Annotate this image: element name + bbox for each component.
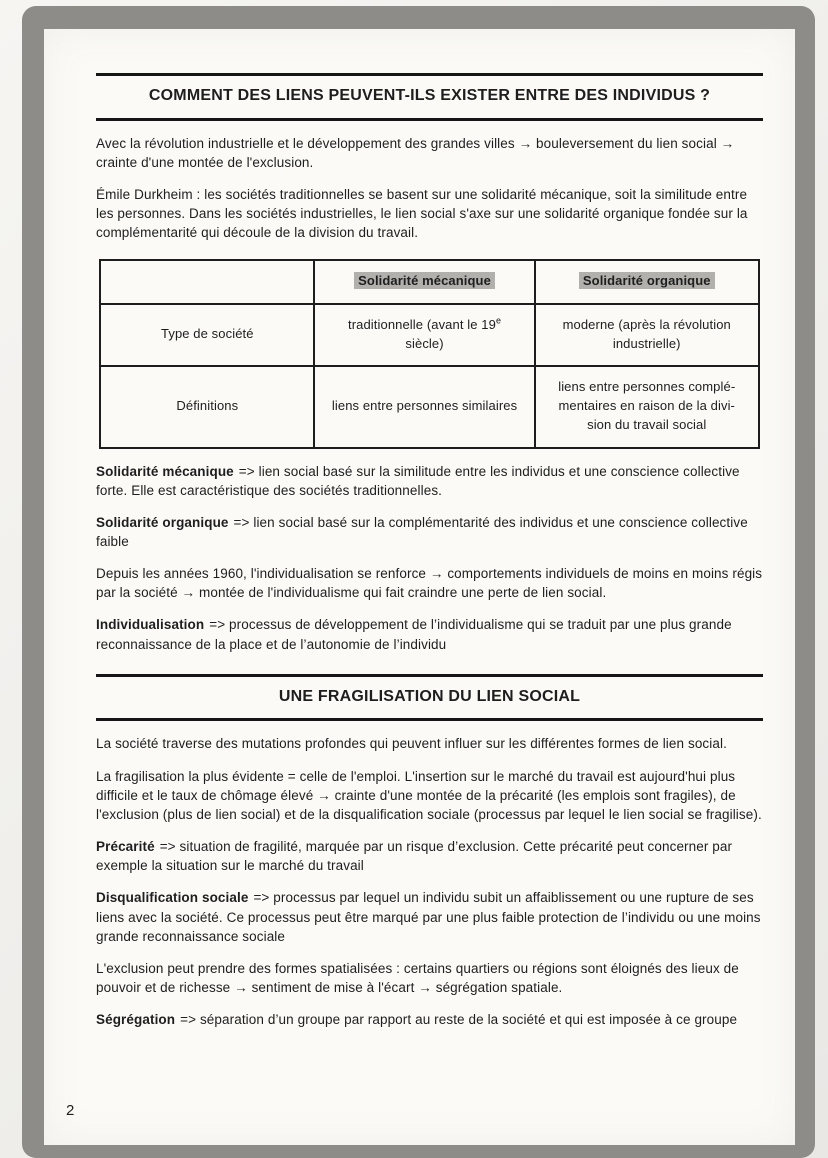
paper-sheet	[44, 29, 795, 1145]
paragraph-exclusion-spatiale: L'exclusion peut prendre des formes spatialisées : certains quartiers ou régions sont éloignés des lieux de pouvoir et de richesse → sentiment de mise à l'écart → ségrégation spatiale.	[96, 960, 739, 996]
row-label-type-societe: Type de société	[100, 304, 314, 366]
cell-type-organique: moderne (après la révolution industrielle)	[535, 304, 759, 366]
solidarity-comparison-table	[99, 259, 759, 449]
definition-segregation	[96, 1010, 763, 1029]
cell-text-line: liens entre personnes complé-	[558, 379, 736, 395]
definition-term: Disqualification sociale	[96, 890, 249, 906]
cell-text: traditionnelle (avant le 19	[348, 316, 496, 332]
cell-def-organique	[535, 366, 759, 448]
definition-individualisation	[96, 615, 763, 653]
row-label-definitions: Définitions	[100, 366, 314, 448]
definition-solidarite-mecanique	[96, 462, 763, 500]
highlighted-header: Solidarité organique	[579, 272, 715, 289]
definition-solidarite-organique	[96, 513, 763, 551]
paragraph-mutations: La société traverse des mutations profondes qui peuvent influer sur les différentes formes de lien social.	[96, 736, 727, 752]
table-header-row	[100, 260, 758, 304]
cell-text-line: mentaires en raison de la divi-	[558, 398, 735, 414]
definition-text: => processus par lequel un individu subit un affaiblissement ou une rupture de ses liens avec la société. Ce processus peut être marqué par une plus faible protection de l’individu ou une moins grande reconnaissance sociale	[96, 890, 761, 944]
definition-precarite	[96, 837, 763, 875]
cell-def-mecanique: liens entre personnes similaires	[314, 366, 535, 448]
cell-type-mecanique	[314, 304, 535, 366]
page-number: 2	[66, 1102, 75, 1119]
definition-text: => lien social basé sur la similitude entre les individus et une conscience collective forte. Elle est caractéristique des sociétés traditionnelles.	[96, 463, 740, 498]
paragraph-fragilisation-emploi: La fragilisation la plus évidente = celle de l'emploi. L'insertion sur le marché du travail est aujourd'hui plus difficile et le taux de chômage élevé → crainte d'une montée de la précarité (les emplois sont fragiles), de l'exclusion (plus de lien social) et de la disqualification sociale (processus par lequel le lien social se fragilise).	[96, 768, 762, 822]
table-row-definitions	[100, 366, 758, 448]
definition-term: Solidarité mécanique	[96, 463, 234, 479]
table-header-organique	[535, 260, 759, 304]
definition-text: => situation de fragilité, marquée par un risque d’exclusion. Cette précarité peut concerner par exemple la situation sur le marché du travail	[96, 839, 733, 874]
cell-text: siècle)	[405, 335, 444, 351]
definition-text: => séparation d’un groupe par rapport au reste de la société et qui est imposée à ce groupe	[180, 1012, 738, 1028]
paragraph-revolution-industrielle: Avec la révolution industrielle et le développement des grandes villes → bouleversement du lien social → crainte d'une montée de l'exclusion.	[96, 135, 735, 170]
paragraph-individualisation: Depuis les années 1960, l'individualisation se renforce → comportements individuels de moins en moins régis par la société → montée de l'individualisme qui fait craindre une perte de lien social.	[96, 566, 763, 601]
definition-disqualification-sociale	[96, 888, 763, 945]
definition-term: Ségrégation	[96, 1012, 176, 1028]
definition-term: Solidarité organique	[96, 514, 229, 530]
highlighted-header: Solidarité mécanique	[354, 272, 495, 289]
table-corner-cell	[100, 260, 314, 304]
definition-term: Précarité	[96, 839, 155, 855]
section-title-fragilisation: UNE FRAGILISATION DU LIEN SOCIAL	[96, 674, 763, 722]
page-content	[44, 29, 795, 1145]
superscript-e: e	[495, 315, 502, 326]
definition-text: => processus de développement de l’individualisme qui se traduit par une plus grande reconnaissance de la place et de l’autonomie de l’individu	[96, 617, 732, 652]
table-row-type-societe	[100, 304, 758, 366]
cell-text-line: sion du travail social	[587, 416, 707, 432]
section-title-liens: COMMENT DES LIENS PEUVENT-ILS EXISTER ENTRE DES INDIVIDUS ?	[96, 73, 763, 121]
definition-term: Individualisation	[96, 617, 205, 633]
definition-text: => lien social basé sur la complémentarité des individus et une conscience collective faible	[96, 514, 748, 549]
paragraph-durkheim: Émile Durkheim : les sociétés traditionnelles se basent sur une solidarité mécanique, soit la similitude entre les personnes. Dans les sociétés industrielles, le lien social s'axe sur une solidarité organique fondée sur la complémentarité qui découle de la division du travail.	[96, 187, 748, 241]
table-header-mecanique	[314, 260, 535, 304]
